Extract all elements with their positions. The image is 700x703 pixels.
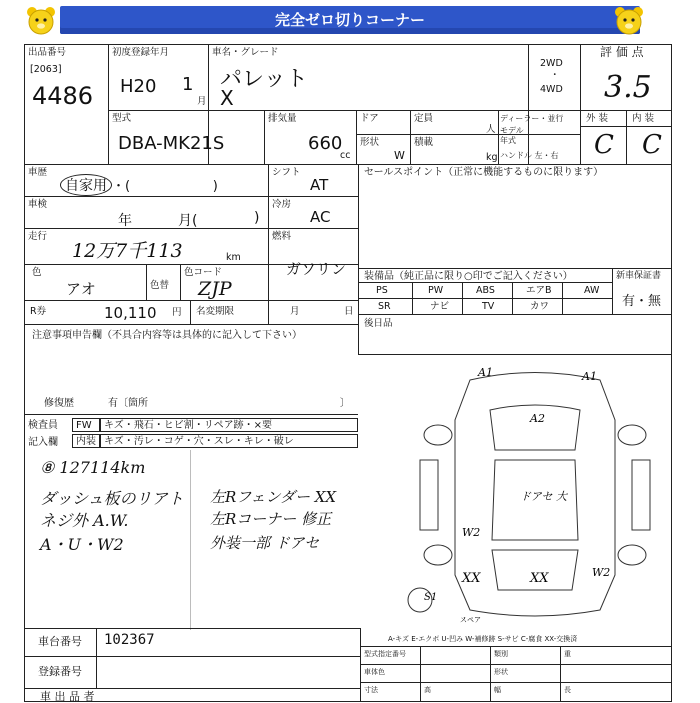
seller-label: 車 出 品 者 — [40, 690, 95, 703]
interior-label: 内 装 — [632, 113, 655, 124]
first-registration-label: 初度登録年月 — [112, 47, 170, 58]
chassis-number-label: 車台番号 — [38, 635, 82, 648]
capacity-label: 定員 — [414, 113, 434, 124]
shift-label: シフト — [272, 167, 301, 178]
shape-label: 形状 — [360, 137, 380, 148]
damage-mark: XX — [530, 571, 549, 586]
exterior-grade: C — [594, 130, 614, 160]
equip-leather: カワ — [530, 301, 550, 312]
color-code: ZJP — [198, 278, 232, 300]
car-grade: X — [220, 86, 234, 110]
load-label: 積載 — [414, 137, 434, 148]
form-label: 寸法 — [364, 686, 378, 694]
remark-line: 左Rフェンダー XX — [210, 488, 337, 506]
damage-mark: XX — [462, 571, 481, 586]
color-code-label: 色コード — [184, 267, 223, 278]
new-car-warranty-label: 新車保証書 — [616, 271, 662, 281]
equip-ps: PS — [376, 285, 388, 296]
inspection-label: 車検 — [28, 199, 48, 210]
damage-mark: W2 — [462, 526, 481, 539]
exterior-label: 外 装 — [586, 113, 609, 124]
displacement-label: 排気量 — [268, 113, 297, 124]
interior-items: キズ・汚レ・コゲ・穴・スレ・キレ・破レ — [104, 436, 294, 447]
remark-line: 左Rコーナー 修正 — [210, 510, 332, 528]
damage-mark: A1 — [478, 366, 493, 379]
form-label: 幅 — [494, 686, 501, 694]
rear-items-label: 後日品 — [364, 318, 393, 329]
ac-label: 冷房 — [272, 199, 292, 210]
fuel-value: ガソリン — [286, 260, 347, 278]
inspection-year: 年 — [118, 213, 132, 229]
model-year-label: モデル — [500, 126, 524, 135]
model-type-label: 型式 — [112, 113, 132, 124]
mileage-label: 走行 — [28, 231, 48, 242]
form-label: 高 — [424, 686, 431, 694]
fuel-label: 燃料 — [272, 231, 292, 242]
shape-value: W — [394, 149, 405, 162]
drive-separator: ・ — [550, 70, 560, 81]
form-label: 車体色 — [364, 668, 385, 676]
repair-history-value: 有〔箇所 — [108, 398, 148, 409]
registration-month: 1 — [182, 74, 194, 95]
spare-tire-label: スペア — [460, 616, 481, 624]
notes-label: 注意事項申告欄（不具合内容等は具体的に記入して下さい） — [32, 330, 302, 341]
equip-tv: TV — [482, 301, 495, 312]
inspection-month: 月( — [178, 213, 198, 229]
history-value: 自家用 — [60, 174, 112, 196]
registration-era-year: H20 — [120, 76, 157, 97]
equip-pw: PW — [428, 285, 444, 296]
model-type: DBA-MK21S — [118, 133, 225, 154]
rating-value: 3.5 — [604, 70, 652, 105]
damage-mark: S1 — [424, 592, 438, 603]
remark-line: ⑧ 127114km — [40, 458, 146, 477]
title-change-label: 名変期限 — [196, 306, 235, 317]
recycle-value: 10,110 — [104, 304, 157, 322]
equip-navi: ナビ — [430, 301, 450, 312]
banner-title: 完全ゼロ切りコーナー — [60, 6, 640, 34]
repair-history-close: 〕 — [340, 398, 350, 409]
chassis-number: 102367 — [104, 632, 155, 648]
mileage-value: 12万7千113 — [72, 240, 183, 262]
remark-line: ダッシュ板のリアト — [40, 489, 184, 508]
damage-legend: A-キズ E-エクボ U-凹み W-補修跡 S-サビ C-腐食 XX-交換済 — [388, 635, 578, 643]
fw-label: FW — [76, 420, 92, 431]
month-unit: 月 — [197, 96, 207, 107]
interior-items-label: 内装 — [76, 436, 96, 447]
record-label: 記入欄 — [28, 437, 58, 448]
recycle-unit: 円 — [172, 307, 182, 318]
load-unit: kg — [486, 152, 498, 163]
lot-number: 4486 — [32, 82, 94, 110]
capacity-unit: 人 — [486, 124, 496, 135]
lot-number-label: 出品番号 — [28, 47, 67, 58]
displacement-unit: cc — [340, 150, 351, 161]
mileage-unit: km — [226, 252, 241, 263]
lot-sub-number: [2063] — [30, 64, 62, 75]
ac-value: AC — [310, 208, 331, 226]
remark-line: A・U・W2 — [40, 535, 124, 554]
bear-mascot-icon — [612, 4, 646, 38]
sales-point-label: セールスポイント（正常に機能するものに限ります） — [364, 167, 604, 178]
car-name-label: 車名・グレード — [212, 47, 279, 58]
recycle-label: R券 — [30, 306, 47, 317]
title-change-month: 月 — [290, 306, 300, 317]
year-label: 年式 — [500, 136, 516, 145]
equip-airbag: エアB — [526, 285, 552, 296]
color-value: アオ — [66, 280, 96, 298]
form-label: 類別 — [494, 650, 508, 658]
equip-abs: ABS — [476, 285, 495, 296]
color-label: 色 — [32, 267, 42, 278]
interior-grade: C — [642, 130, 662, 160]
dealer-label: ディーラー・並行 — [500, 114, 564, 123]
form-label: 形状 — [494, 668, 508, 676]
form-label: 長 — [564, 686, 571, 694]
drive-2wd: 2WD — [540, 58, 563, 69]
color-change-label: 色替 — [150, 280, 170, 291]
equip-sr: SR — [378, 301, 391, 312]
damage-mark: A2 — [530, 412, 545, 425]
header-banner — [0, 0, 700, 42]
inspector-items: キズ・飛石・ヒビ割・リペア跡・×要 — [104, 420, 272, 431]
bear-mascot-icon — [24, 4, 58, 38]
displacement-value: 660 — [308, 133, 343, 154]
rating-label: 評 価 点 — [600, 45, 644, 59]
damage-mark: ドアセ 大 — [520, 490, 568, 503]
inspection-close: ) — [254, 210, 260, 226]
equip-aw: AW — [584, 285, 600, 296]
remark-line: ネジ外 A.W. — [40, 511, 129, 530]
new-car-warranty-value: 有・無 — [622, 294, 662, 309]
handle-label: ハンドル 左・右 — [500, 151, 559, 160]
history-rest: ・( ) — [112, 179, 218, 194]
car-damage-diagram — [400, 360, 670, 630]
registration-number-label: 登録番号 — [38, 665, 82, 678]
title-change-day: 日 — [344, 306, 354, 317]
form-label: 重 — [564, 650, 571, 658]
form-label: 型式指定番号 — [364, 650, 406, 658]
car-name: パレット — [220, 67, 308, 92]
remark-line: 外装一部 ドアセ — [210, 534, 320, 552]
inspector-label: 検査員 — [28, 420, 58, 431]
door-label: ドア — [360, 113, 379, 124]
drive-4wd: 4WD — [540, 84, 563, 95]
damage-mark: A1 — [582, 370, 597, 383]
equipment-label: 装備品（純正品に限り○印でご記入ください） — [364, 271, 573, 282]
history-label: 車歴 — [28, 167, 48, 178]
shift-value: AT — [310, 176, 329, 194]
repair-history-label: 修復歴 — [44, 398, 74, 409]
damage-mark: W2 — [592, 566, 611, 579]
